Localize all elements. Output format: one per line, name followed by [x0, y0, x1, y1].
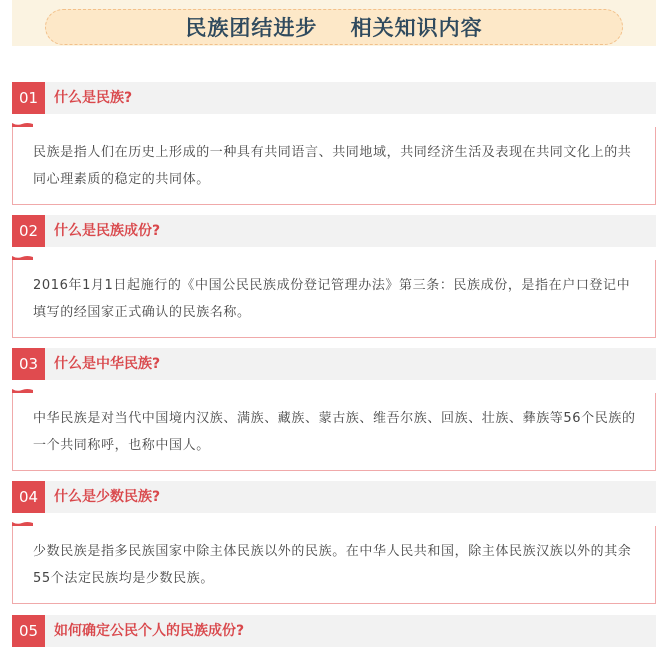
answer-box: [12, 393, 656, 471]
section-02: [12, 215, 656, 320]
section-01: [12, 82, 656, 187]
answer-text: 少数民族是指多民族国家中除主体民族以外的民族。在中华人民共和国，除主体民族汉族以外的其余55个法定民族均是少数民族。: [33, 544, 632, 586]
title-banner: [12, 0, 656, 46]
answer-text: 民族是指人们在历史上形成的一种具有共同语言、共同地域，共同经济生活及表现在共同文化上的共同心理素质的稳定的共同体。: [33, 145, 632, 187]
title-pill: [45, 9, 623, 45]
section-04: [12, 481, 656, 586]
question-row: [12, 348, 656, 380]
question-text: 什么是民族成份?: [54, 223, 161, 239]
page-title: 民族团结进步 相关知识内容: [185, 16, 483, 40]
answer-text: 中华民族是对当代中国境内汉族、满族、藏族、蒙古族、维吾尔族、回族、壮族、彝族等56个民族的一个共同称呼，也称中国人。: [33, 411, 636, 453]
section-05: [12, 615, 656, 647]
question-number: 04: [12, 481, 45, 513]
question-row: [12, 215, 656, 247]
answer-box: [12, 260, 656, 338]
question-text: 如何确定公民个人的民族成份?: [54, 623, 245, 639]
question-text: 什么是民族?: [54, 90, 133, 106]
answer-box: [12, 127, 656, 205]
question-row: [12, 615, 656, 647]
question-number: 02: [12, 215, 45, 247]
question-row: [12, 481, 656, 513]
question-row: [12, 82, 656, 114]
question-number: 01: [12, 82, 45, 114]
section-03: [12, 348, 656, 453]
answer-text: 2016年1月1日起施行的《中国公民民族成份登记管理办法》第三条：民族成份，是指在户口登记中填写的经国家正式确认的民族名称。: [33, 278, 631, 320]
answer-box: [12, 526, 656, 604]
question-number: 05: [12, 615, 45, 647]
question-number: 03: [12, 348, 45, 380]
question-text: 什么是少数民族?: [54, 489, 161, 505]
question-text: 什么是中华民族?: [54, 356, 161, 372]
